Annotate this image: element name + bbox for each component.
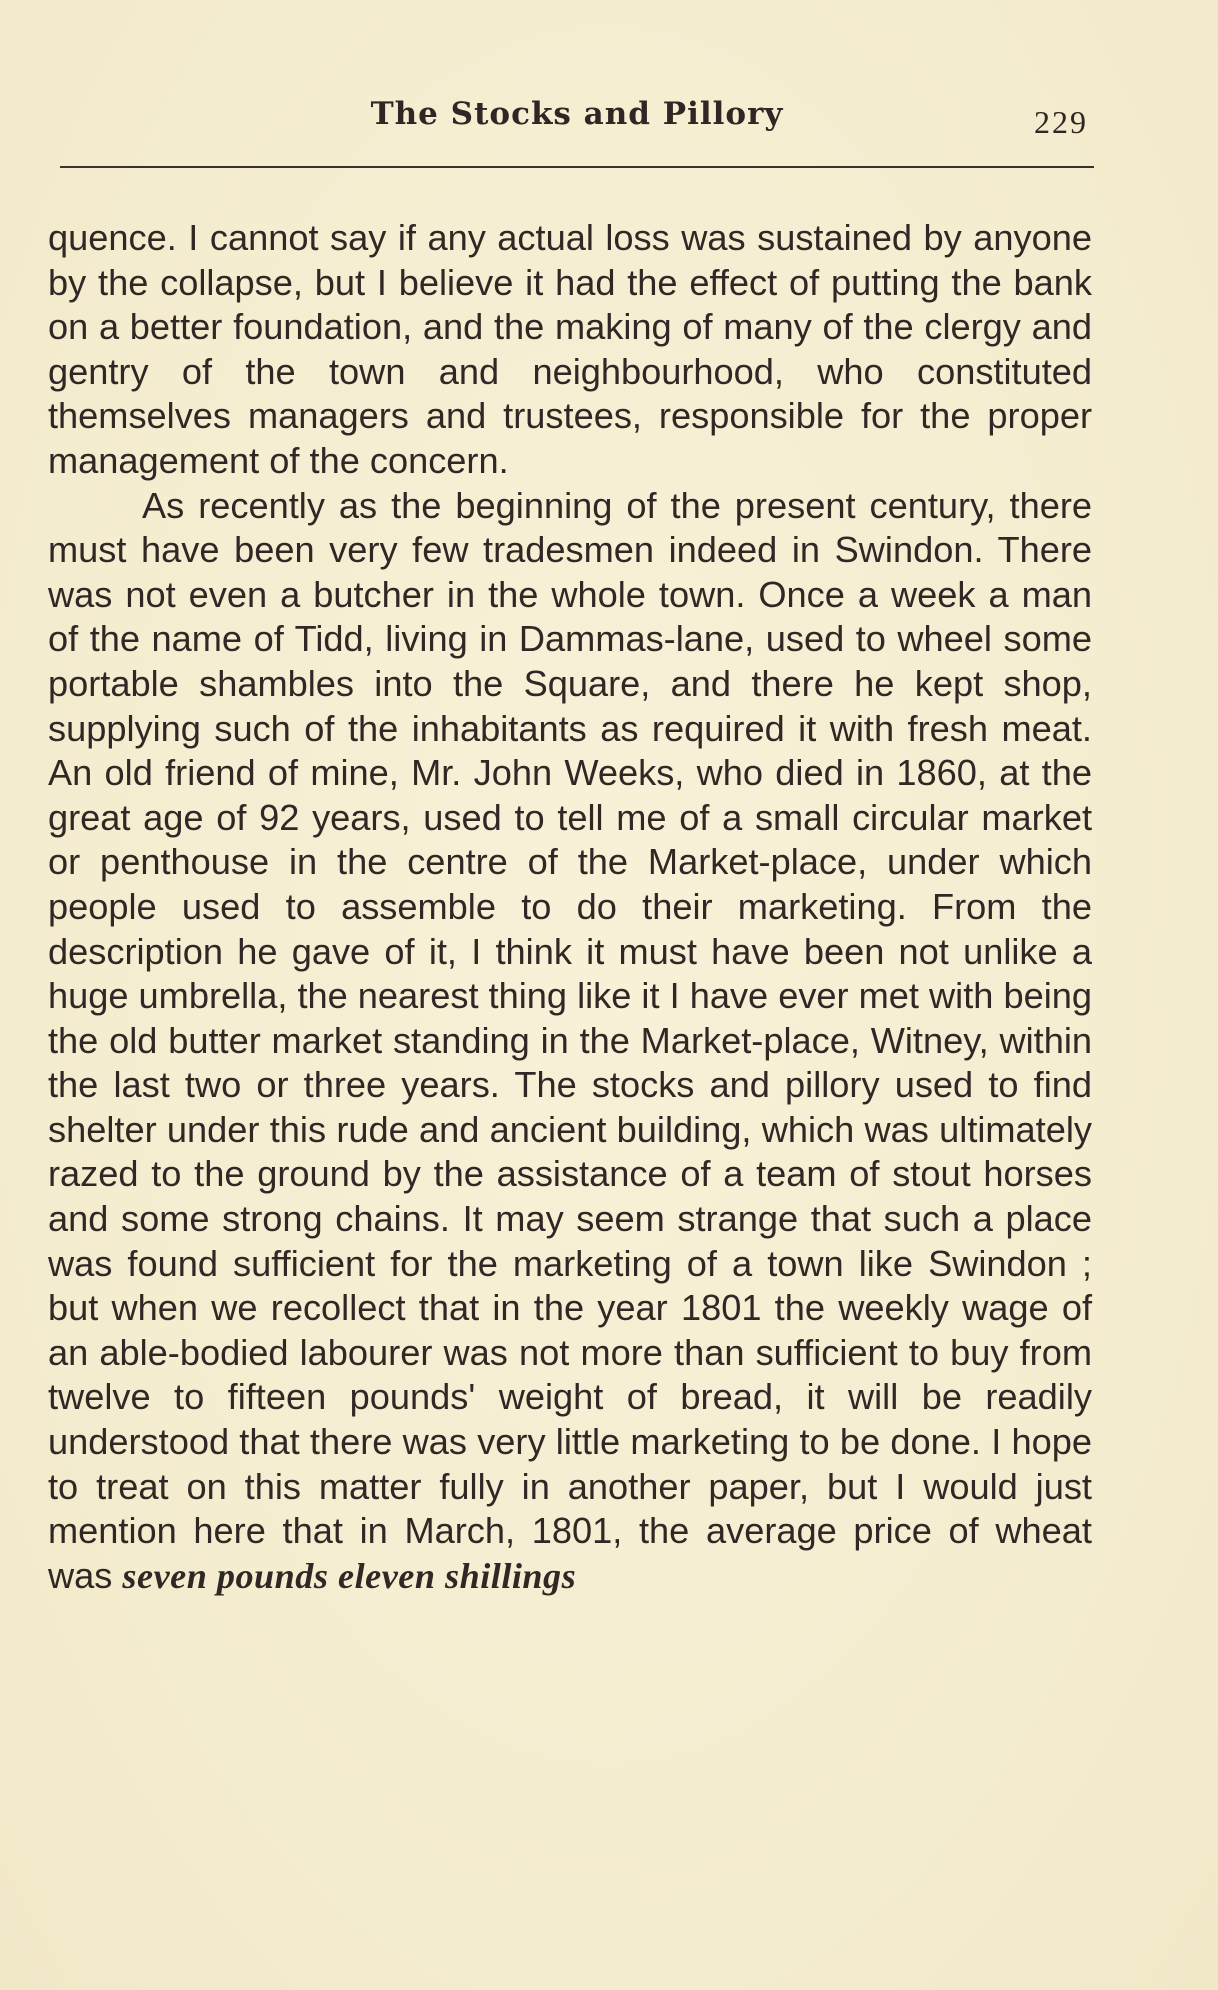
running-head: [62, 96, 1092, 146]
paragraph-continuation: [48, 216, 1092, 484]
page-number: 229: [1034, 104, 1088, 140]
emphasized-phrase: seven pounds eleven shillings: [122, 1555, 577, 1596]
paragraph-text: As recently as the beginning of the present century, there must have been very few tradesmen indeed in Swindon. There was not even a butcher in the whole town. Once a week a man of the name of Tidd, living in Dammas-lane, used to wheel some portable shambles into the Square, and there he kept shop, supplying such of the inhabitants as required it with fresh meat. An old friend of mine, Mr. John Weeks, who died in 1860, at the great age of 92 years, used to tell me of a small circular market or penthouse in the centre of the Market-place, under which people used to assemble to do their marketing. From the description he gave of it, I think it must have been not unlike a huge umbrella, the nearest thing like it I have ever met with being the old butter market standing in the Market-place, Witney, within the last two or three years. The stocks and pillory used to find shelter under this rude and ancient building, which was ultimately razed to the ground by the assistance of a team of stout horses and some strong chains. It may seem strange that such a place was found sufficient for the marketing of a town like Swindon ; but when we recollect that in the year 1801 the weekly wage of an able-bodied labourer was not more than sufficient to buy from twelve to fifteen pounds' weight of bread, it will be readily understood that there was very little marketing to be done. I hope to treat on this matter fully in another paper, but I would just mention here that in March, 1801, the average price of wheat was: [48, 484, 1092, 1596]
body-text: [48, 216, 1092, 1598]
header-rule: [60, 166, 1094, 168]
paragraph-text: quence. I cannot say if any actual loss was sustained by anyone by the collapse, but I believe it had the effect of putting the bank on a better foundation, and the making of many of the clergy and gentry of the town and neighbourhood, who constituted themselves managers and trustees, responsible for the proper management of the concern.: [48, 217, 1092, 481]
running-title: The Stocks and Pillory: [370, 96, 784, 132]
paragraph: [48, 484, 1092, 1599]
